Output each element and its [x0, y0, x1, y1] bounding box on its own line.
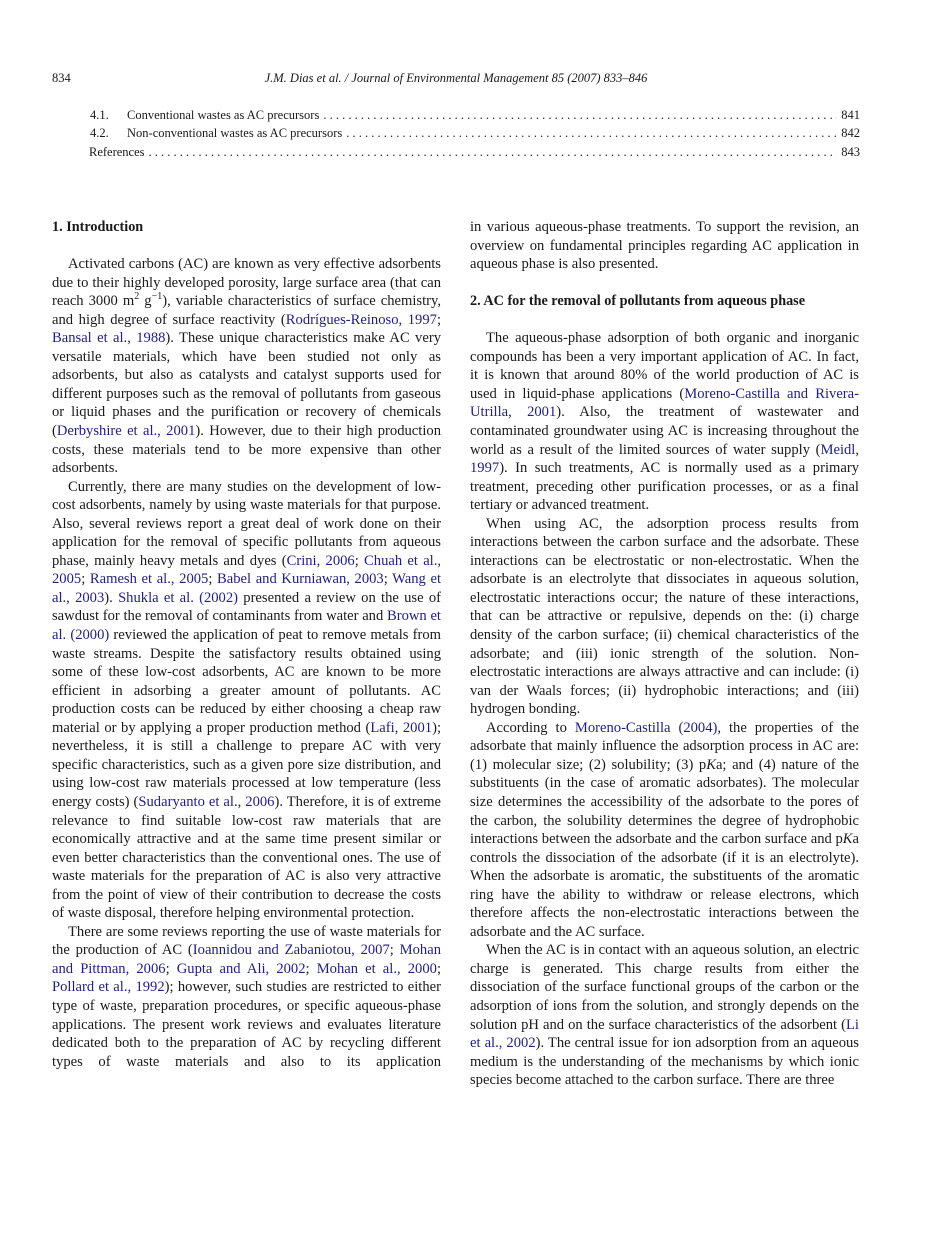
text-run: The aqueous-phase adsorption of both organic and inorganic compounds has been a very important application of AC. In fact, it is known that around 80% of the world production of AC is used in liquid-phase applications (	[470, 330, 859, 402]
citation-link[interactable]: Shukla et al. (2002)	[118, 589, 239, 606]
toc-entry[interactable]	[90, 106, 860, 124]
toc-entry-references[interactable]	[89, 143, 860, 161]
italic-k: K	[842, 831, 853, 848]
text-run: ). The central issue for ion adsorption from an aqueous medium is the understanding of the mechanisms by which ionic species become attached to the carbon surface. There are three	[470, 1035, 859, 1089]
citation-link[interactable]: Gupta and Ali, 2002	[176, 960, 306, 977]
toc-entry-number: 4.2.	[90, 126, 109, 141]
paragraph-continuation: in various aqueous-phase treatments. To support the revision, an overview on fundamental principles regarding AC application in aqueous phase is also presented.	[470, 219, 859, 273]
paragraph: When using AC, the adsorption process results from interactions between the carbon surface and the adsorbate. These interactions can be electrostatic or non-electrostatic. When the adsorbate is an electrolyte that dissociates in aqueous solution, electrostatic interactions occur; the nature of these interactions, that can be attractive or repulsive, depends on the: (i) charge density of the carbon surface; (ii) chemical characteristics of the adsorbate; and (iii) ionic strength of the solution. Non-electrostatic interactions are always attractive and can include: (i) van der Waals forces; (ii) hydrophobic interactions; and (iii) hydrogen bonding.	[470, 515, 859, 718]
citation-link[interactable]: Wang et al., 2003	[52, 571, 441, 606]
right-column	[470, 218, 859, 1090]
table-of-contents	[90, 106, 860, 161]
separator: ;	[383, 571, 393, 588]
separator: ;	[208, 571, 218, 588]
citation-link[interactable]: Ioannidou and Zabaniotou, 2007	[192, 942, 390, 959]
text-run: presented a review on the use of sawdust for the removal of contaminants from water and	[52, 589, 441, 625]
text-run: ).	[104, 589, 119, 606]
separator: ;	[354, 552, 365, 569]
citation-link[interactable]: Derbyshire et al., 2001	[56, 423, 196, 440]
text-run: ). These unique characteristics make AC very versatile materials, which have been studied not only as adsorbents, but also as catalysts and catalyst supports used for different purposes such as the removal of pollutants from gaseous or liquid phases and the purification or recovery of chemicals (	[52, 330, 441, 440]
citation-link[interactable]: Pollard et al., 1992	[52, 979, 165, 996]
text-run: ); however, such studies are restricted to either type of waste, preparation procedures, or specific aqueous-phase applications. The present work reviews and evaluates literature dedicated both to the preparation of AC by recycling different types of waste materials and also to its application	[52, 979, 441, 1070]
toc-leader-dots	[149, 143, 838, 161]
text-run: There are some reviews reporting the use of waste materials for the production of AC (	[52, 923, 441, 959]
toc-entry-page: 841	[841, 108, 860, 122]
text-run: Activated carbons (AC) are known as very effective adsorbents due to their highly developed porosity, large surface area (that can reach 3000 m	[52, 256, 441, 310]
citation-link[interactable]: Ramesh et al., 2005	[89, 571, 209, 588]
text-run: When the AC is in contact with an aqueous solution, an electric charge is generated. This charge results from either the dissociation of the surface functional groups of the carbon or the adsorption of ions from the solution, and strongly depends on the solution pH and on the surface characteristics of the adsorbent (	[470, 942, 859, 1033]
separator: ;	[165, 960, 177, 977]
citation-link[interactable]: Bansal et al., 1988	[52, 330, 166, 347]
superscript: 2	[134, 291, 140, 303]
text-run: Currently, there are many studies on the development of low-cost adsorbents, namely by using waste materials for that purpose. Also, several reviews report a great deal of work done on their application for the removal of specific pollutants from aqueous phase, mainly heavy metals and dyes (	[52, 478, 441, 569]
text-run: g	[139, 293, 152, 310]
citation-link[interactable]: Babel and Kurniawan, 2003	[217, 571, 384, 588]
text-run: a; and (4) nature of the substituents (in the case of aromatic adsorbates). The molecular size determines the accessibility of the adsorbate to the pores of the carbon, the solubility determines the degree of hydrophobic interactions between the adsorbate and the carbon surface and p	[470, 756, 860, 848]
separator: ;	[81, 571, 90, 588]
toc-leader-dots	[323, 106, 837, 124]
citation-link[interactable]: Lafi, 2001	[370, 719, 433, 736]
paragraph	[52, 478, 441, 923]
text-run: ); nevertheless, it is still a challenge to prepare AC with very specific characteristics, such as a given pore size distribution, and using low-cost raw materials processed at low temperature (less energy costs) (	[52, 719, 441, 810]
paragraph	[52, 923, 441, 1071]
text-run: According to	[486, 719, 575, 736]
section-heading-introduction: 1. Introduction	[52, 219, 144, 235]
separator: ;	[436, 311, 441, 328]
separator: ;	[389, 942, 400, 959]
toc-entry-page: 843	[841, 144, 860, 159]
paragraph	[470, 329, 859, 514]
text-run: ). Therefore, it is of extreme relevance to find suitable low-cost raw materials that are economically attractive and at the same time present similar or even better characteristics than the conventional ones. The use of waste materials for the preparation of AC is also very attractive from the point of view of their contribution to decrease the costs of waste disposal, therefore helping environmental protection.	[52, 793, 441, 922]
running-head	[52, 71, 860, 89]
toc-entry[interactable]	[90, 124, 860, 142]
toc-entry-page: 842	[841, 126, 860, 141]
separator: ;	[305, 960, 317, 977]
toc-entry-number: 4.1.	[90, 108, 109, 122]
text-run: a controls the dissociation of the adsorbate (if it is an electrolyte). When the adsorbate is aromatic, the substituents of the aromatic ring have the ability to withdraw or release electrons, which therefore affects the non-electrostatic interactions between the adsorbate and the AC surface.	[470, 831, 859, 940]
italic-k: K	[706, 756, 716, 773]
citation-link[interactable]: Rodrígues-Reinoso, 1997	[285, 311, 437, 328]
citation-link[interactable]: Sudaryanto et al., 2006	[138, 793, 275, 810]
section-heading-ac-removal: 2. AC for the removal of pollutants from aqueous phase	[470, 293, 805, 310]
left-column	[52, 218, 441, 1071]
journal-citation-line: J.M. Dias et al. / Journal of Environmental Management 85 (2007) 833–846	[264, 71, 648, 85]
paragraph	[470, 941, 859, 1089]
citation-link[interactable]: Moreno-Castilla (2004)	[574, 719, 718, 736]
citation-link[interactable]: Crini, 2006	[286, 552, 355, 569]
toc-entry-title: References	[89, 144, 145, 159]
page-number: 834	[52, 71, 71, 85]
text-run: ), variable characteristics of surface chemistry, and high degree of surface reactivity (	[52, 293, 441, 328]
citation-link[interactable]: Mohan and Pittman, 2006	[52, 942, 442, 977]
text-run: , the properties of the adsorbate that mainly influence the adsorption process in AC are: (1) molecular size; (2) solubility; (3) p	[470, 719, 859, 773]
citation-link[interactable]: Chuah et al., 2005	[52, 552, 442, 588]
citation-link[interactable]: Moreno-Castilla and Rivera-Utrilla, 2001	[470, 385, 859, 421]
toc-entry-title: Non-conventional wastes as AC precursors	[127, 126, 343, 141]
separator: ;	[436, 960, 441, 977]
text-run: reviewed the application of peat to remove metals from waste streams. Despite the satisfactory results obtained using some of these low-cost adsorbents, AC are known to be more efficient in adsorbing a greater amount of pollutants. AC production costs can be reduced by either choosing a cheap raw material or by applying a proper production method (	[52, 627, 441, 736]
citation-link[interactable]: Li et al., 2002	[470, 1016, 859, 1052]
text-run: ). Also, the treatment of wastewater and contaminated groundwater using AC is increasing throughout the world as a result of the limited sources of water supply (	[470, 404, 859, 458]
paragraph	[52, 255, 441, 478]
toc-entry-title: Conventional wastes as AC precursors	[127, 108, 320, 122]
text-run: ). In such treatments, AC is normally used as a primary treatment, preceding other purification processes, or as a final tertiary or advanced treatment.	[470, 460, 859, 514]
citation-link[interactable]: Brown et al. (2000)	[52, 608, 441, 644]
superscript: −1	[151, 291, 163, 303]
citation-link[interactable]: Mohan et al., 2000	[316, 960, 437, 977]
toc-leader-dots	[346, 124, 837, 142]
citation-link[interactable]: Meidl, 1997	[470, 441, 859, 477]
text-run: ). However, due to their high production costs, these materials tend to be more expensive than other adsorbents.	[52, 423, 441, 477]
paragraph	[470, 719, 859, 942]
